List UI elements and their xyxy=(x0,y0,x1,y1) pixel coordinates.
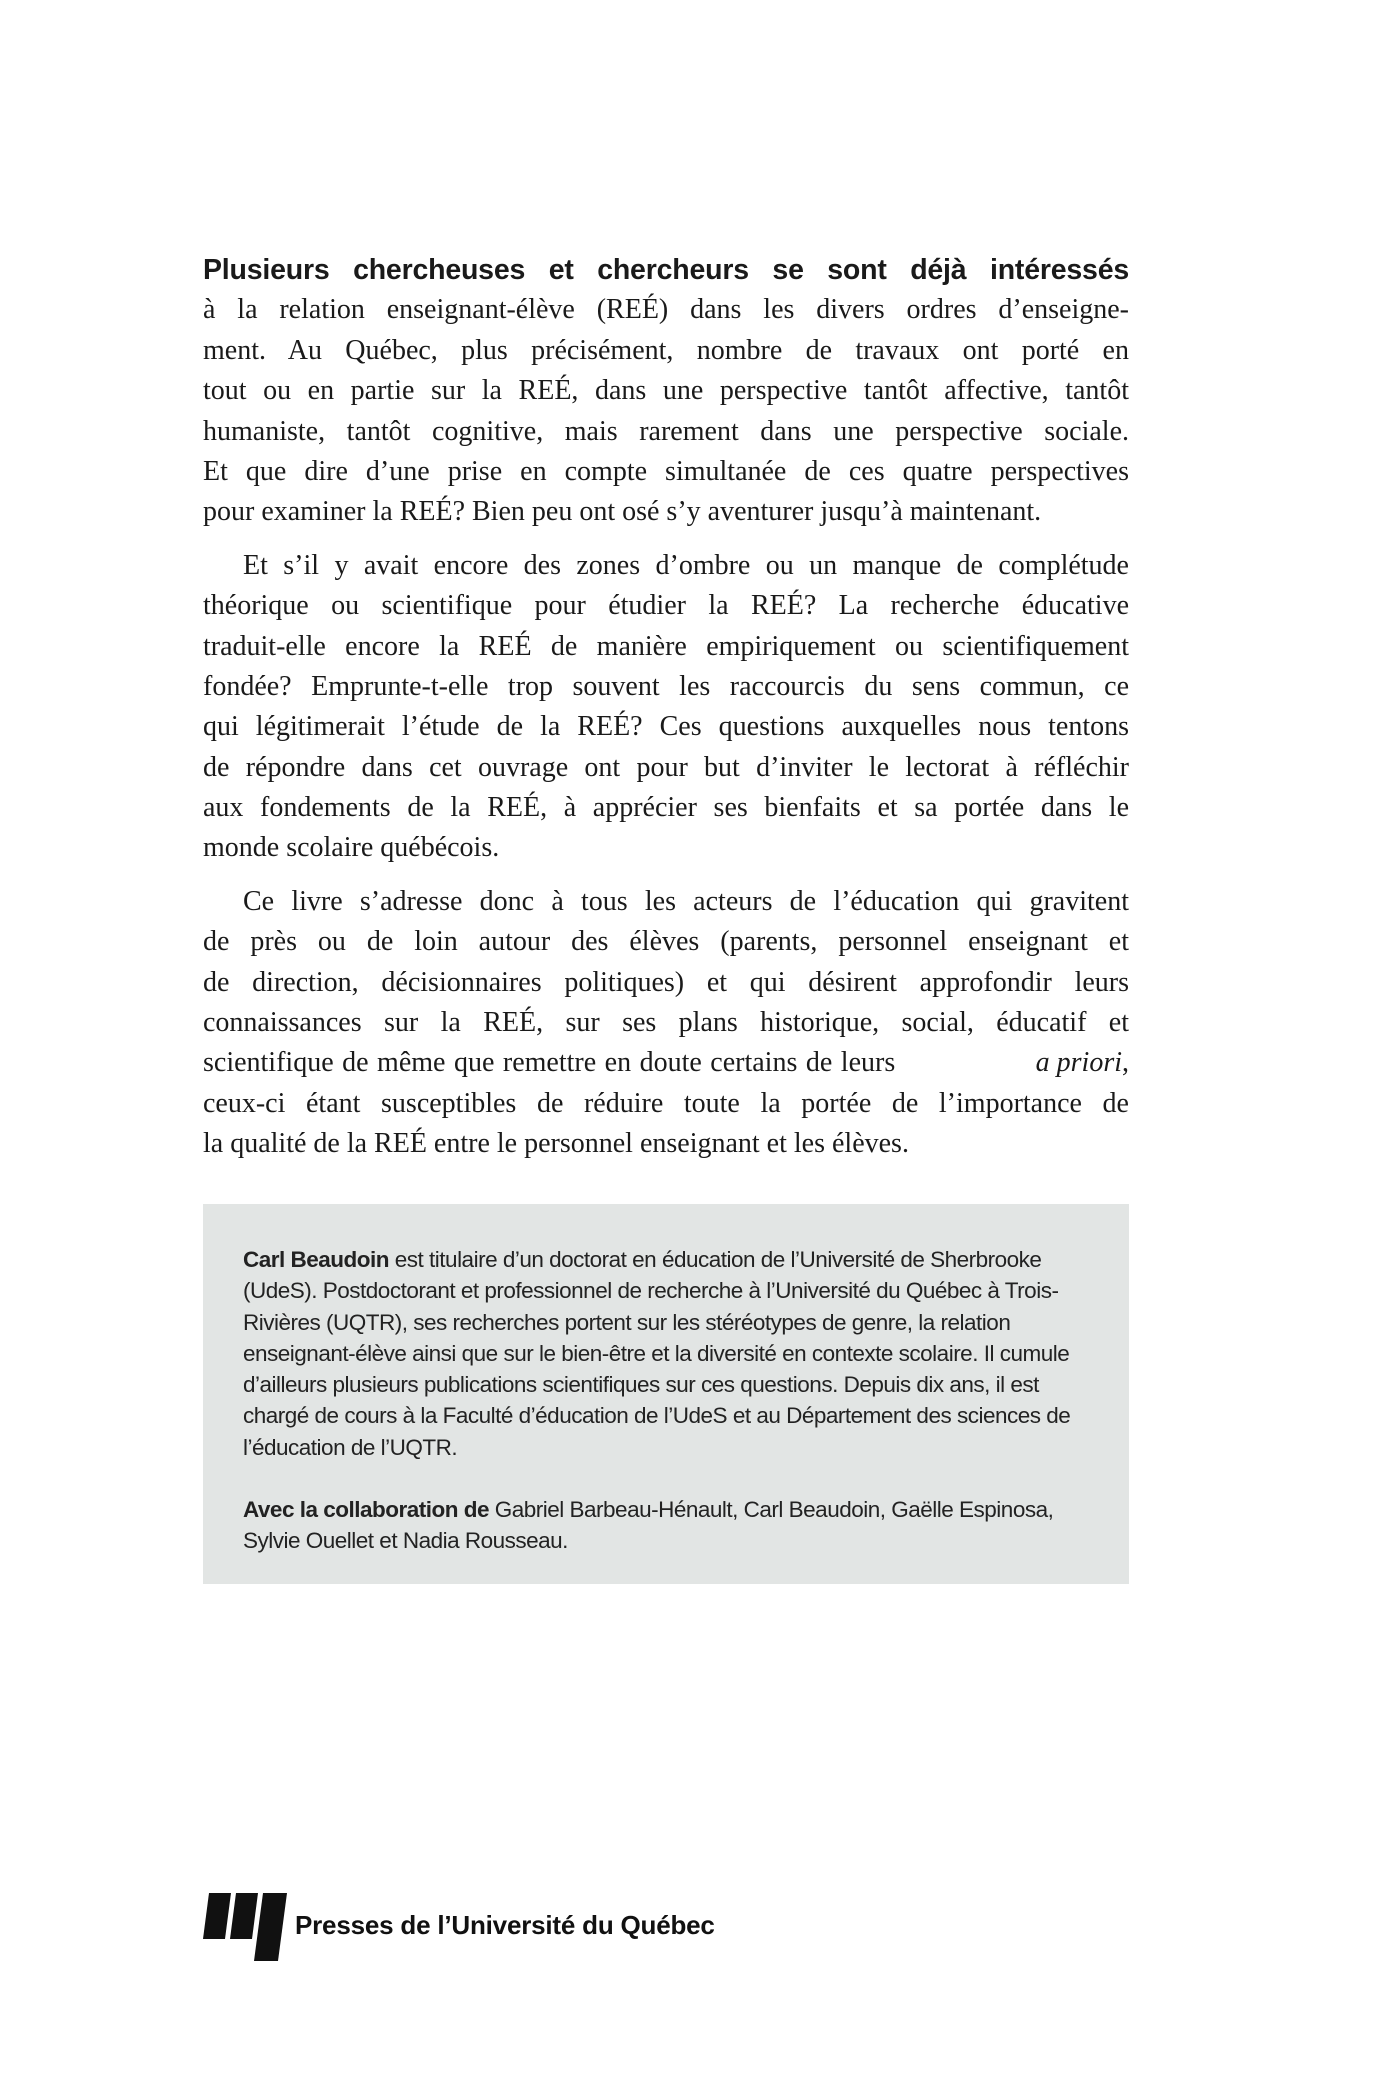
text-line: de direction, décisionnaires politiques) et qui désirent approfondir leurs xyxy=(203,966,1129,998)
text-line: humaniste, tantôt cognitive, mais rarement dans une perspective sociale. xyxy=(203,415,1129,447)
text-line: de répondre dans cet ouvrage ont pour but d’inviter le lectorat à réfléchir xyxy=(203,751,1129,783)
back-cover-text xyxy=(203,250,1129,1178)
collab-names: Gabriel Barbeau-Hénault, Carl Beaudoin, Gaëlle Espinosa, Sylvie Ouellet et Nadia Rousseau. xyxy=(243,1497,1054,1554)
text-line: monde scolaire québécois. xyxy=(203,832,500,864)
italic-segment-wrap xyxy=(1036,1043,1129,1083)
author-name: Carl Beaudoin xyxy=(243,1247,390,1272)
text-line: Et que dire d’une prise en compte simultanée de ces quatre perspectives xyxy=(203,455,1129,487)
author-bio-box xyxy=(203,1204,1129,1584)
text-line: traduit-elle encore la REÉ de manière empiriquement ou scientifiquement xyxy=(203,630,1129,662)
text-line: qui légitimerait l’étude de la REÉ? Ces questions auxquelles nous tentons xyxy=(203,711,1129,743)
text-line: tout ou en partie sur la REÉ, dans une perspective tantôt affective, tantôt xyxy=(203,375,1129,407)
lead-sentence: Plusieurs chercheuses et chercheurs se sont déjà intéressés xyxy=(203,254,1129,286)
text-line: ment. Au Québec, plus précisément, nombre de travaux ont porté en xyxy=(203,334,1129,366)
text-line: Ce livre s’adresse donc à tous les acteurs de l’éducation qui gravitent xyxy=(243,885,1129,917)
text-line: ceux-ci étant susceptibles de réduire toute la portée de l’importance de xyxy=(203,1087,1129,1119)
text-line: la qualité de la REÉ entre le personnel enseignant et les élèves. xyxy=(203,1128,909,1160)
italic-term: a priori xyxy=(1035,1047,1122,1079)
text-line: aux fondements de la REÉ, à apprécier ses bienfaits et sa portée dans le xyxy=(203,792,1129,824)
publisher-name: Presses de l’Université du Québec xyxy=(295,1910,715,1940)
text-line: fondée? Emprunte-t-elle trop souvent les raccourcis du sens commun, ce xyxy=(203,670,1129,702)
text-line: pour examiner la REÉ? Bien peu ont osé s’y aventurer jusqu’à maintenant. xyxy=(203,496,1042,528)
collaborators xyxy=(243,1494,1103,1557)
text-line: de près ou de loin autour des élèves (parents, personnel enseignant et xyxy=(203,926,1129,958)
text-segment: scientifique de même que remettre en doute certains de leurs xyxy=(203,1047,904,1079)
text-line: connaissances sur la REÉ, sur ses plans historique, social, éducatif et xyxy=(203,1007,1129,1039)
text-segment: , xyxy=(1122,1047,1129,1079)
author-bio xyxy=(243,1244,1103,1463)
text-line: à la relation enseignant-élève (REÉ) dans les divers ordres d’enseigne- xyxy=(203,294,1129,326)
text-line xyxy=(203,1043,1129,1083)
paragraph-2 xyxy=(203,546,1129,869)
paragraph-1 xyxy=(203,250,1129,533)
collab-label: Avec la collaboration de xyxy=(243,1497,489,1523)
text-line: théorique ou scientifique pour étudier la REÉ? La recherche éducative xyxy=(203,590,1129,622)
puq-logo-icon xyxy=(203,1893,293,1961)
bio-text: est titulaire d’un doctorat en éducation de l’Université de Sherbrooke (UdeS). Postdoctorant et professionnel de recherche à l’Université du Québec à Trois-Rivières (UQTR), ses recherches portent sur les stéréotypes de genre, la relation enseignant-élève ainsi que sur le bien-être et la diversité en contexte scolaire. Il cumule d’ailleurs plusieurs publications scientifiques sur ces questions. Depuis dix ans, il est chargé de cours à la Faculté d’éducation de l’UdeS et au Département des sciences de l’éducation de l’UQTR. xyxy=(243,1247,1071,1460)
text-line: Et s’il y avait encore des zones d’ombre ou un manque de complétude xyxy=(243,549,1129,581)
paragraph-3 xyxy=(203,882,1129,1165)
